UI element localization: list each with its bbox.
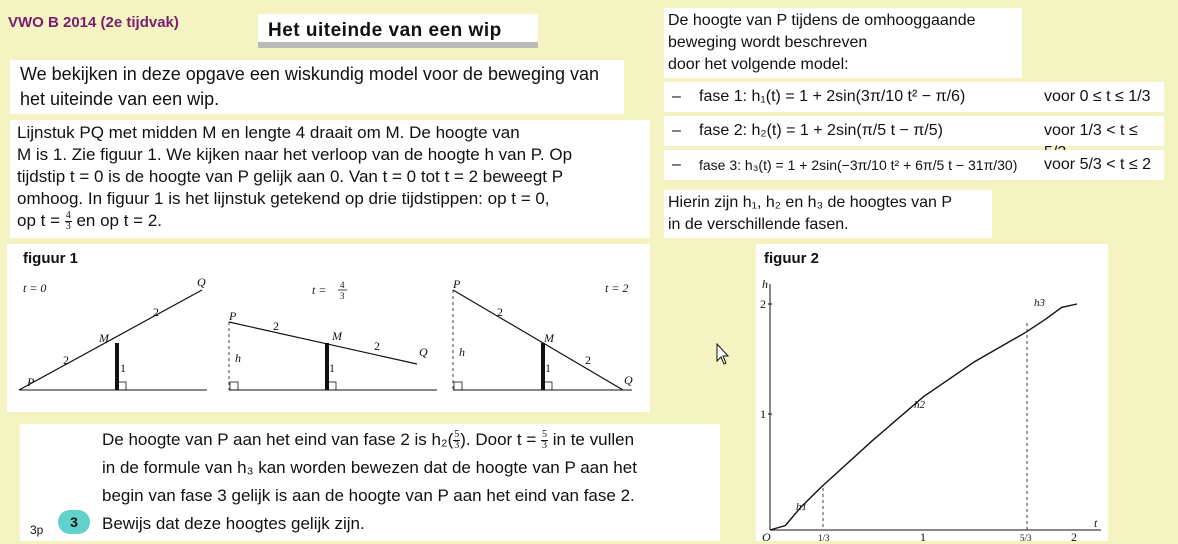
problem-text: [10, 120, 650, 238]
y-tick-2: 2: [760, 297, 766, 311]
panel3-time: t = 2: [605, 281, 629, 295]
model-intro-1: De hoogte van P tijdens de omhooggaande: [668, 12, 976, 29]
model-note-2: in de verschillende fasen.: [668, 216, 849, 233]
question-number-badge: 3: [58, 510, 90, 534]
model-intro-2: beweging wordt beschreven: [668, 34, 868, 51]
question-points: 3p: [30, 523, 44, 537]
problem-line-4: omhoog. In figuur 1 is het lijnstuk getekend op drie tijdstippen: op t = 0,: [17, 189, 550, 208]
question-line-4: Bewijs dat deze hoogtes gelijk zijn.: [102, 514, 365, 533]
intro-text: We bekijken in deze opgave een wiskundig model voor de beweging van het uiteinde van een wip.: [10, 60, 624, 114]
panel1-height: 1: [120, 361, 126, 375]
panel2-height: 1: [329, 361, 335, 375]
figure-1-drawing: [7, 244, 650, 412]
panel3-segment: [453, 290, 623, 390]
panel3-right-angle-p: [454, 382, 462, 390]
problem-line-5: [17, 210, 643, 232]
x-tick-origin: O: [762, 530, 771, 541]
panel1-right-angle: [118, 382, 126, 390]
panel1-segment: [19, 290, 202, 390]
fraction-4-3: $\frac{4}{3}$: [65, 210, 71, 233]
y-tick-1: 1: [760, 407, 766, 421]
panel2-Q: Q: [419, 345, 428, 359]
curve-label-h3: h3: [1034, 297, 1045, 309]
question-text: [102, 426, 712, 538]
panel1-P: P: [27, 375, 35, 389]
panel3-Q: Q: [624, 373, 633, 387]
phase-2: – fase 2: h₂(t) = 1 + 2sin(π/5 t − π/5) voor 1/3 < t ≤: [664, 116, 1164, 146]
panel3-P: P: [453, 277, 461, 291]
question-line-2: in de formule van h₃ kan worden bewezen dat de hoogte van P aan het: [102, 458, 637, 477]
panel3-M: M: [544, 331, 554, 345]
model-block: [664, 8, 1164, 236]
panel2-h: h: [235, 351, 241, 365]
fraction-5-3-a: $\frac{5}{3}$: [454, 429, 460, 452]
panel1-Q: Q: [197, 275, 206, 289]
panel3-height: 1: [545, 361, 551, 375]
problem-line-3: tijdstip t = 0 is de hoogte van P gelijk aan 0. Van t = 0 tot t = 2 beweegt P: [17, 167, 564, 186]
figure-2-label: figuur 2: [764, 250, 819, 267]
panel2-time-n: 4: [340, 280, 345, 290]
panel1-time: t = 0: [23, 281, 47, 295]
problem-line-5-a: op t =: [17, 211, 65, 230]
assignment-title: Het uiteinde van een wip: [258, 14, 538, 48]
model-note: [664, 190, 992, 238]
figure-1: [7, 244, 650, 412]
panel2-len1: 2: [273, 319, 279, 333]
x-tick-1: 1: [920, 530, 926, 541]
problem-line-1: Lijnstuk PQ met midden M en lengte 4 draait om M. De hoogte van: [17, 123, 520, 142]
panel2-segment: [229, 322, 417, 364]
panel3-len2: 2: [585, 353, 591, 367]
problem-line-5-b: en op t = 2.: [71, 211, 162, 230]
model-note-1: Hierin zijn h₁, h₂ en h₃ de hoogtes van P: [668, 194, 953, 211]
x-tick-5-3: 5/3: [1020, 533, 1032, 541]
figure-2: [756, 244, 1108, 541]
panel2-len2: 2: [374, 339, 380, 353]
problem-line-2: M is 1. Zie figuur 1. We kijken naar het verloop van de hoogte h van P. Op: [17, 145, 573, 164]
panel2-P: P: [229, 309, 237, 323]
x-axis-label: t: [1094, 516, 1098, 530]
curve-label-h2: h2: [914, 399, 925, 411]
panel1-len1: 2: [63, 353, 69, 367]
figure-2-chart: [756, 244, 1108, 541]
figure-1-label: figuur 1: [23, 250, 78, 267]
y-axis-label: h: [762, 277, 768, 291]
panel2-M: M: [332, 329, 342, 343]
fraction-5-3-b: $\frac{5}{3}$: [542, 429, 548, 452]
panel3-h: h: [459, 345, 465, 359]
phase-3: – fase 3: h₃(t) = 1 + 2sin(−3π/10 t² + 6π/5 t − 31π/30) voor 5/3 < t ≤ 2: [664, 150, 1164, 180]
model-intro: [664, 8, 1022, 78]
panel3-right-angle: [544, 382, 552, 390]
exam-label: VWO B 2014 (2e tijdvak): [8, 14, 179, 31]
curve-label-h1: h1: [796, 501, 807, 513]
panel2-time-prefix: t =: [312, 283, 327, 297]
question-block: [20, 424, 720, 541]
x-tick-1-3: 1/3: [818, 533, 830, 541]
phase-1: – fase 1: h₁(t) = 1 + 2sin(3π/10 t² − π/6) voor 0 ≤ t ≤ 1/3: [664, 82, 1164, 112]
panel3-len1: 2: [497, 305, 503, 319]
model-intro-3: door het volgende model:: [668, 56, 849, 73]
panel2-time-d: 3: [340, 291, 345, 301]
question-line-3: begin van fase 3 gelijk is aan de hoogte van P aan het eind van fase 2.: [102, 486, 635, 505]
panel2-right-angle: [328, 382, 336, 390]
panel1-len2: 2: [153, 305, 159, 319]
panel1-M: M: [99, 331, 109, 345]
question-line-1: De hoogte van P aan het eind van fase 2 is h₂( $\frac{5}{3}$ ). Door t = $\frac{5}{3}$ in te vullen: [102, 429, 635, 452]
panel2-right-angle-p: [230, 382, 238, 390]
x-tick-2: 2: [1071, 530, 1077, 541]
mouse-cursor-icon: [716, 343, 732, 367]
